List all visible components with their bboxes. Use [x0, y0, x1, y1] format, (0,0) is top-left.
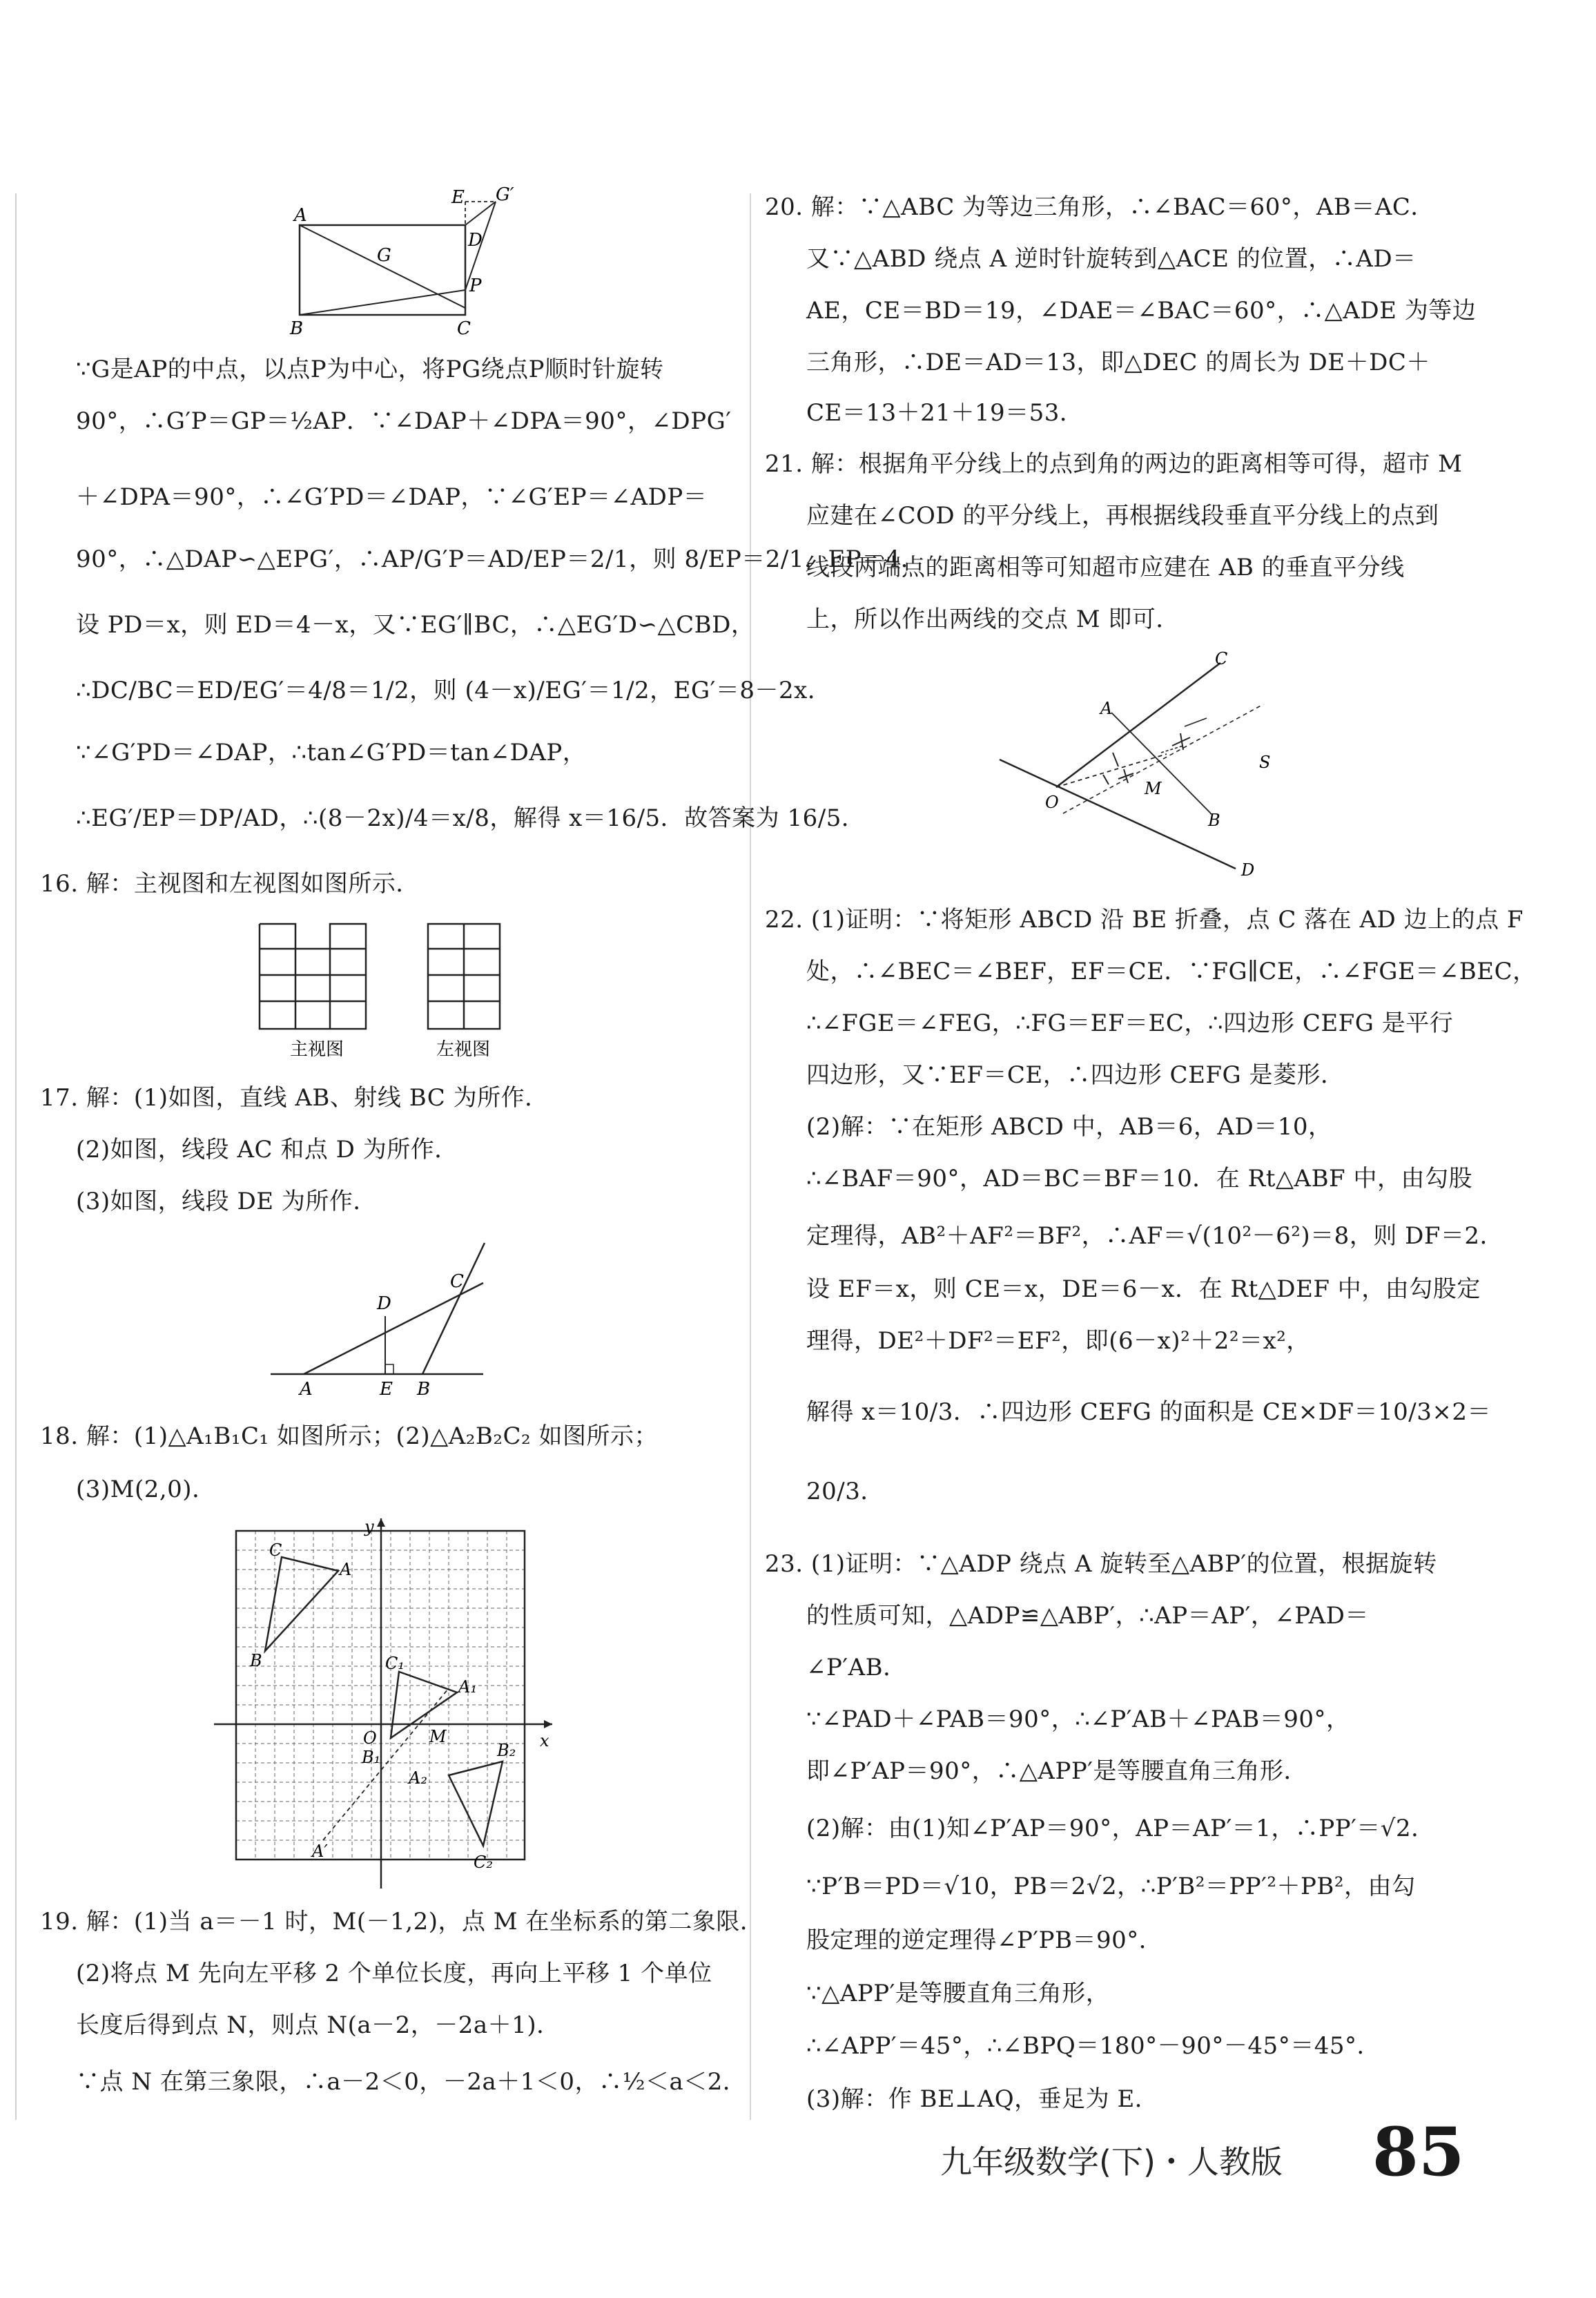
rect-label-a: A	[294, 205, 307, 226]
figure-coordinate-grid	[207, 1516, 566, 1889]
text-line: (2)将点 M 先向左平移 2 个单位长度，再向上平移 1 个单位	[76, 1960, 712, 1987]
text-line: AE，CE＝BD＝19，∠DAE＝∠BAC＝60°，∴△ADE 为等边	[806, 297, 1477, 325]
problem-21: 21. 解：根据角平分线上的点到角的两边的距离相等可得，超市 M	[765, 450, 1463, 478]
rect-label-e: E	[451, 187, 465, 208]
bisector-label-s: S	[1259, 753, 1271, 772]
line-label-d: D	[377, 1293, 391, 1314]
rect-label-c: C	[457, 318, 471, 339]
text-line: 应建在∠COD 的平分线上，再根据线段垂直平分线上的点到	[806, 502, 1439, 530]
bisector-label-d: D	[1241, 860, 1255, 880]
grid-label-c1: C₁	[385, 1654, 405, 1673]
problem-16: 16. 解：主视图和左视图如图所示．	[40, 870, 420, 898]
text-line: CE＝13＋21＋19＝53．	[806, 399, 1084, 427]
text-line: 90°，∴△DAP∽△EPG′，∴AP/G′P＝AD/EP＝2/1，则 8/EP＝2/1，EP＝4．	[76, 545, 925, 573]
grid-label-a-prime: A′	[312, 1842, 328, 1861]
grid-label-a2: A₂	[409, 1768, 427, 1788]
text-line: 理得，DE²＋DF²＝EF²，即(6－x)²＋2²＝x²，	[806, 1327, 1310, 1355]
rect-label-d: D	[468, 230, 483, 251]
line-label-e: E	[380, 1379, 393, 1400]
book-title: 九年级数学(下)・人教版	[940, 2143, 1283, 2181]
text-line: (3)如图，线段 DE 为所作．	[76, 1188, 377, 1215]
rect-label-p: P	[469, 276, 482, 296]
grid-label-m: M	[429, 1727, 447, 1746]
bisector-label-b: B	[1208, 811, 1220, 830]
text-line: 股定理的逆定理得∠P′PB＝90°．	[806, 1927, 1163, 1954]
text-line: 线段两端点的距离相等可知超市应建在 AB 的垂直平分线	[806, 554, 1405, 581]
text-line: ∠P′AB．	[806, 1654, 907, 1681]
front-view-caption: 主视图	[290, 1039, 344, 1060]
text-line: ∵点 N 在第三象限，∴a－2＜0，－2a＋1＜0，∴½＜a＜2．	[76, 2068, 747, 2096]
text-line: ∵∠G′PD＝∠DAP，∴tan∠G′PD＝tan∠DAP，	[76, 739, 587, 766]
text-line: 设 PD＝x，则 ED＝4－x，又∵EG′∥BC，∴△EG′D∽△CBD，	[76, 611, 755, 639]
problem-20: 20. 解：∵△ABC 为等边三角形，∴∠BAC＝60°，AB＝AC．	[765, 193, 1434, 221]
grid-label-c2: C₂	[474, 1853, 493, 1872]
text-line: 三角形，∴DE＝AD＝13，即△DEC 的周长为 DE＋DC＋	[806, 349, 1430, 376]
text-line: (3)M(2,0)．	[76, 1476, 216, 1503]
text-line: 即∠P′AP＝90°，∴△APP′是等腰直角三角形．	[806, 1757, 1307, 1785]
bisector-label-o: O	[1045, 793, 1059, 812]
left-margin-rule	[15, 193, 17, 2120]
grid-label-b2: B₂	[497, 1741, 516, 1760]
text-line: ∴∠APP′＝45°，∴∠BPQ＝180°－90°－45°＝45°．	[806, 2032, 1381, 2060]
grid-label-x: x	[540, 1731, 549, 1750]
text-line: ＋∠DPA＝90°，∴∠G′PD＝∠DAP，∵∠G′EP＝∠ADP＝	[76, 483, 708, 511]
text-line: (2)解：由(1)知∠P′AP＝90°，AP＝AP′＝1，∴PP′＝√2．	[806, 1815, 1435, 1842]
text-line: 四边形，又∵EF＝CE，∴四边形 CEFG 是菱形．	[806, 1061, 1345, 1089]
text-line: ∵△APP′是等腰直角三角形，	[806, 1980, 1110, 2007]
text-line: ∵G是AP的中点，以点P为中心，将PG绕点P顺时针旋转	[76, 356, 664, 383]
rect-label-g: G	[377, 245, 391, 266]
text-line: ∴EG′/EP＝DP/AD，∴(8－2x)/4＝x/8，解得 x＝16/5．故答案为 16/5．	[76, 804, 866, 832]
problem-19: 19. 解：(1)当 a＝－1 时，M(－1,2)，点 M 在坐标系的第二象限．	[40, 1908, 764, 1935]
bisector-label-c: C	[1215, 649, 1228, 668]
grid-label-a1: A₁	[458, 1677, 477, 1697]
grid-label-c: C	[269, 1541, 282, 1560]
grid-label-y: y	[364, 1517, 374, 1536]
text-line: ∵∠PAD＋∠PAB＝90°，∴∠P′AB＋∠PAB＝90°，	[806, 1706, 1350, 1733]
problem-23: 23. (1)证明：∵△ADP 绕点 A 旋转至△ABP′的位置，根据旋转	[765, 1550, 1437, 1578]
bisector-label-a: A	[1100, 699, 1113, 718]
text-line: 20/3．	[806, 1478, 884, 1505]
text-line: 处，∴∠BEC＝∠BEF，EF＝CE．∵FG∥CE，∴∠FGE＝∠BEC，	[806, 958, 1537, 985]
column-divider	[750, 193, 751, 2120]
rect-label-b: B	[290, 318, 304, 339]
figure-bisector-construction	[987, 649, 1305, 884]
text-line: (2)解：∵在矩形 ABCD 中，AB＝6，AD＝10，	[806, 1113, 1332, 1141]
figure-rectangle-rotation	[276, 186, 525, 345]
grid-label-o: O	[363, 1728, 377, 1748]
text-line: 的性质可知，△ADP≌△ABP′，∴AP＝AP′，∠PAD＝	[806, 1602, 1369, 1630]
grid-label-b1: B₁	[362, 1748, 381, 1767]
problem-18: 18. 解：(1)△A₁B₁C₁ 如图所示；(2)△A₂B₂C₂ 如图所示；	[40, 1422, 658, 1450]
text-line: ∴∠BAF＝90°，AD＝BC＝BF＝10．在 Rt△ABF 中，由勾股	[806, 1165, 1472, 1193]
figure-line-construction	[269, 1236, 497, 1402]
problem-17: 17. 解：(1)如图，直线 AB、射线 BC 为所作．	[40, 1084, 549, 1112]
text-line: 设 EF＝x，则 CE＝x，DE＝6－x．在 Rt△DEF 中，由勾股定	[806, 1275, 1481, 1303]
problem-22: 22. (1)证明：∵将矩形 ABCD 沿 BE 折叠，点 C 落在 AD 边上的点 F	[765, 906, 1524, 934]
text-line: ∵P′B＝PD＝√10，PB＝2√2，∴P′B²＝PP′²＋PB²，由勾	[806, 1873, 1416, 1900]
rect-label-g-prime: G′	[496, 186, 514, 205]
text-line: (2)如图，线段 AC 和点 D 为所作．	[76, 1136, 458, 1164]
text-line: 定理得，AB²＋AF²＝BF²，∴AF＝√(10²－6²)＝8，则 DF＝2．	[806, 1222, 1504, 1250]
text-line: 长度后得到点 N，则点 N(a－2，－2a＋1)．	[76, 2011, 561, 2039]
text-line: (3)解：作 BE⊥AQ，垂足为 E．	[806, 2085, 1159, 2113]
bisector-label-m: M	[1145, 779, 1162, 798]
line-label-c: C	[450, 1271, 464, 1292]
line-label-a: A	[300, 1379, 313, 1400]
text-line: ∴∠FGE＝∠FEG，∴FG＝EF＝EC，∴四边形 CEFG 是平行	[806, 1010, 1454, 1037]
text-line: 解得 x＝10/3．∴四边形 CEFG 的面积是 CE×DF＝10/3×2＝	[806, 1398, 1491, 1426]
text-line: 90°，∴G′P＝GP＝½AP．∵∠DAP＋∠DPA＝90°，∠DPG′	[76, 407, 732, 435]
left-view-caption: 左视图	[436, 1039, 491, 1060]
figure-three-views	[255, 918, 518, 1063]
text-line: ∴DC/BC＝ED/EG′＝4/8＝1/2，则 (4－x)/EG′＝1/2，EG′＝8－2x．	[76, 677, 832, 704]
grid-label-a: A	[340, 1560, 352, 1579]
text-line: 上，所以作出两线的交点 M 即可．	[806, 606, 1180, 633]
line-label-b: B	[417, 1379, 431, 1400]
text-line: 又∵△ABD 绕点 A 逆时针旋转到△ACE 的位置，∴AD＝	[806, 245, 1417, 273]
page-number: 85	[1372, 2113, 1465, 2191]
grid-label-b: B	[250, 1651, 262, 1670]
